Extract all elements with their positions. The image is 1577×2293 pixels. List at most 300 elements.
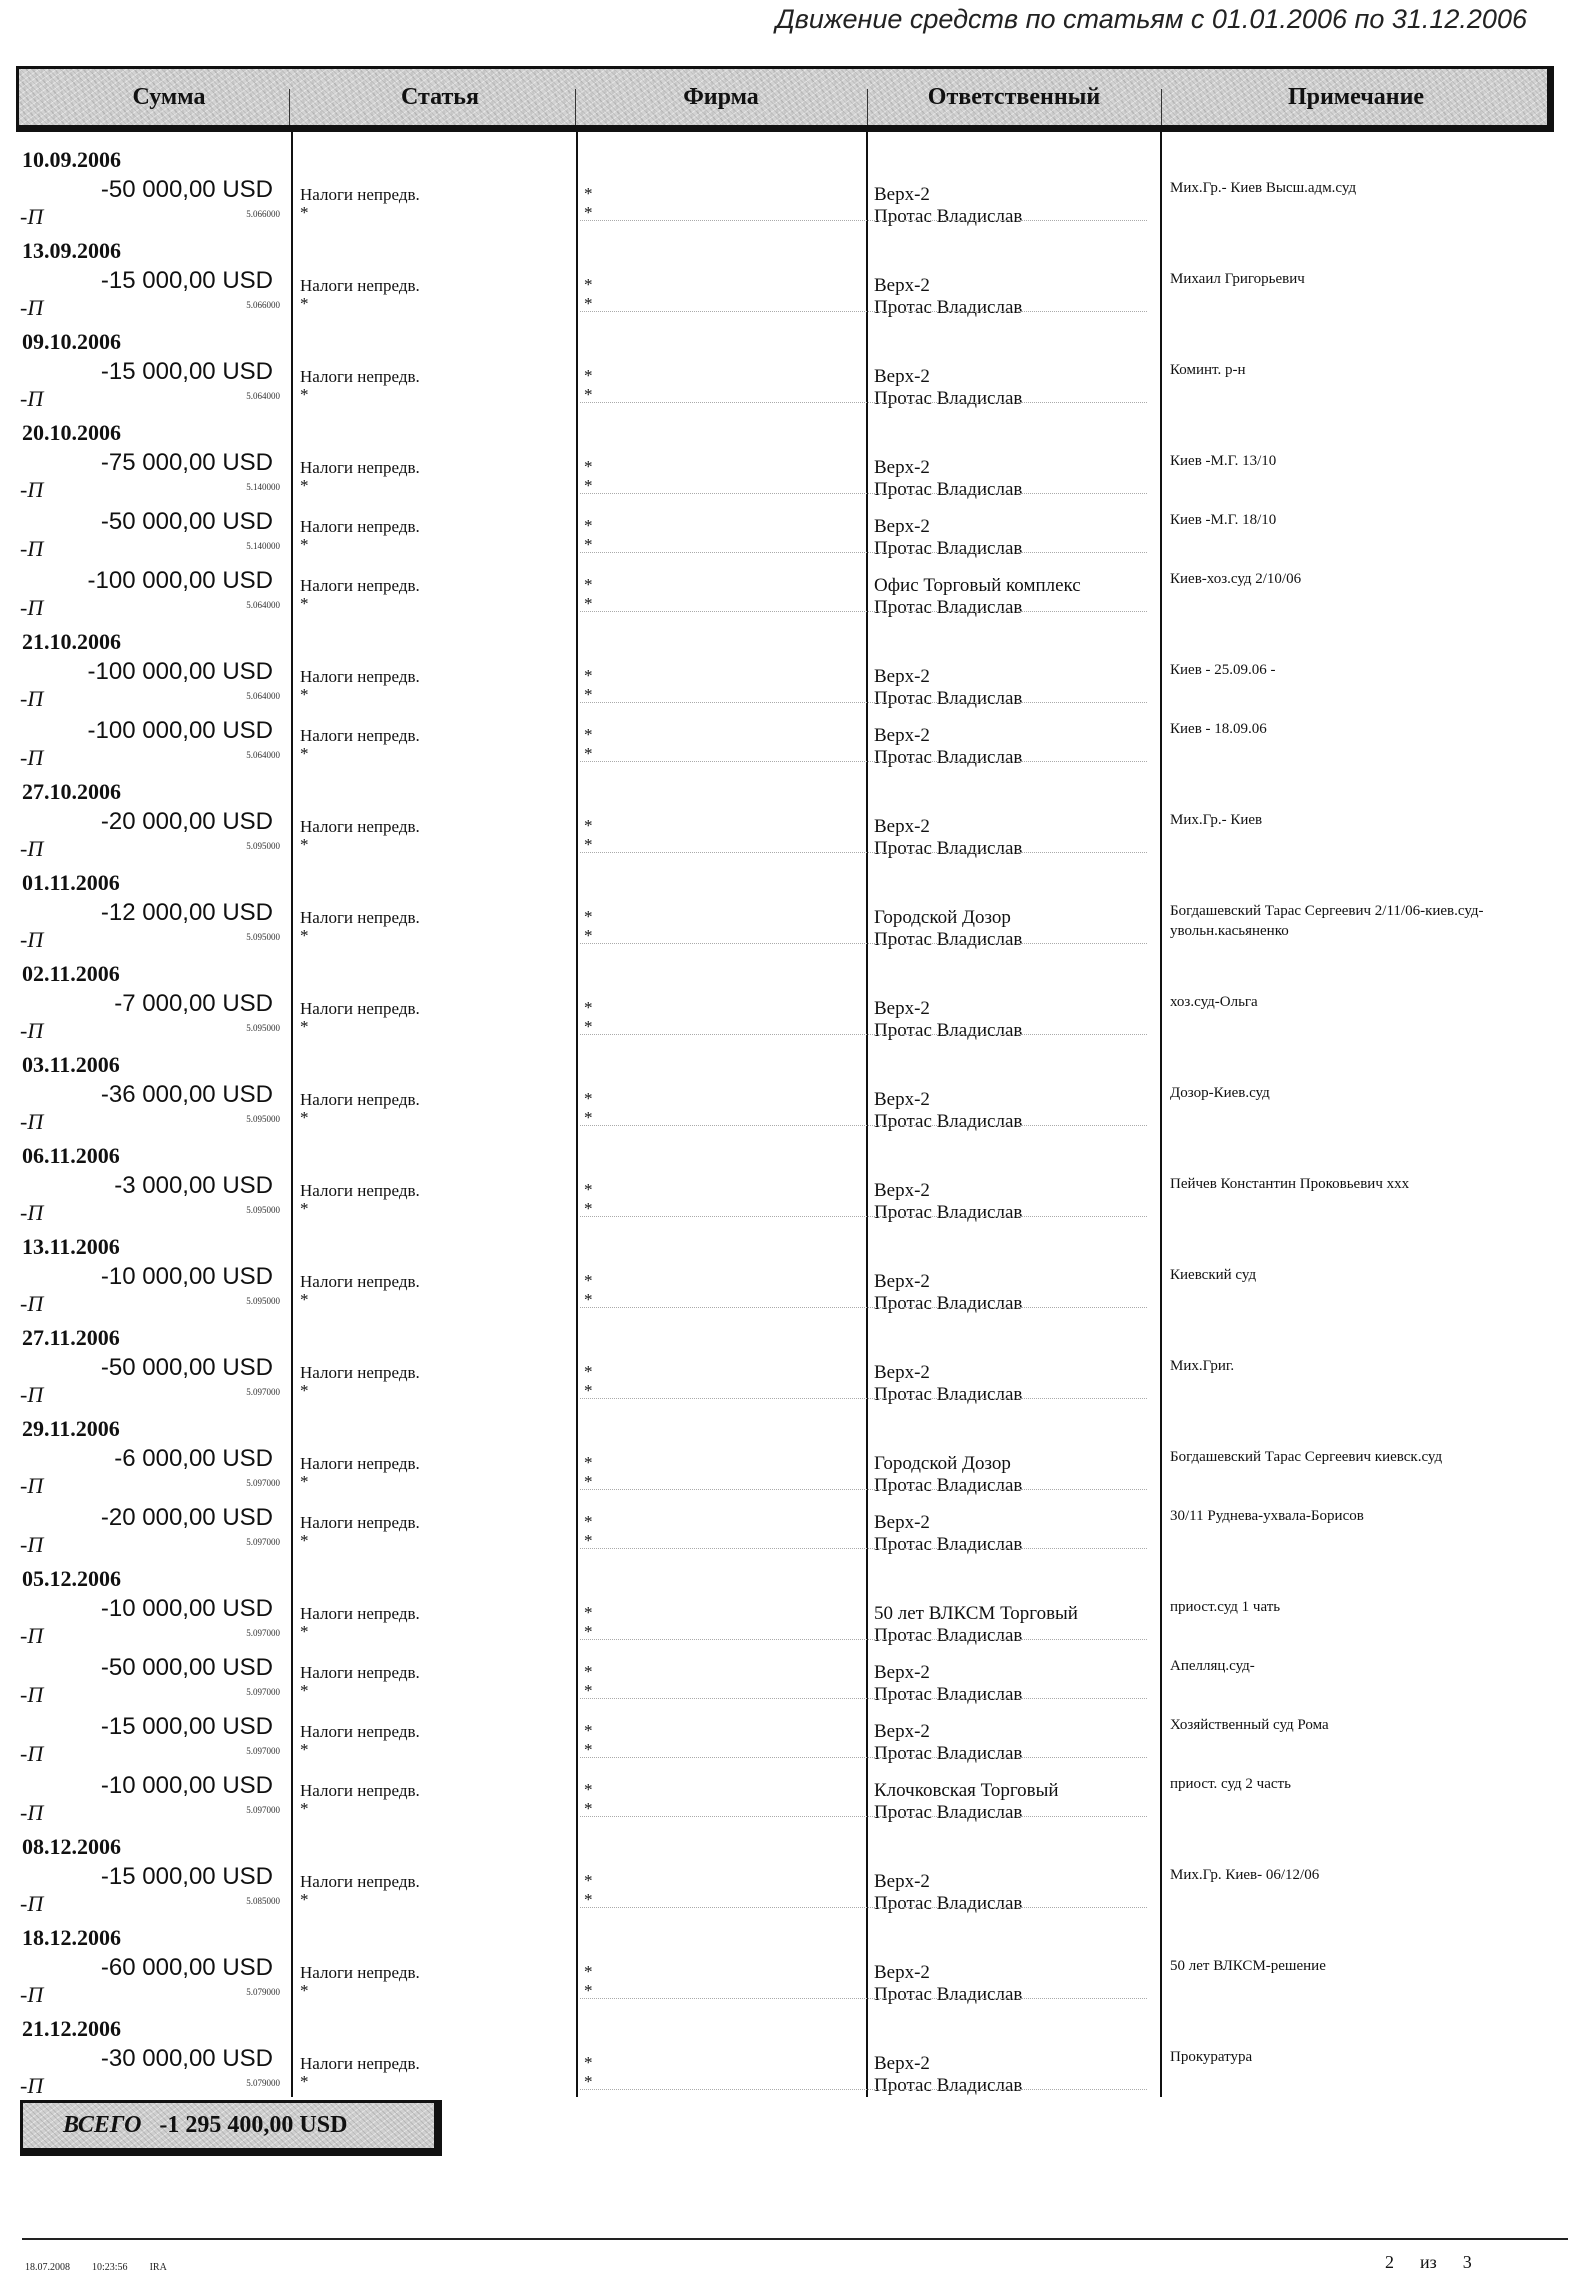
page-total: 3 bbox=[1462, 2252, 1472, 2272]
date-heading: 29.11.2006 bbox=[22, 1416, 120, 1441]
firm-star: * bbox=[584, 294, 593, 313]
responsible-primary: Верх-2 bbox=[874, 1089, 930, 1110]
row-separator bbox=[580, 1034, 1147, 1035]
note-cell: Богдашевский Тарас Сергеевич киевск.суд bbox=[1170, 1449, 1443, 1465]
table-row bbox=[0, 1263, 1577, 1319]
exchange-rate: 5.079000 bbox=[246, 2078, 280, 2088]
responsible-person: Протас Владислав bbox=[874, 838, 1023, 859]
row-separator bbox=[580, 1757, 1147, 1758]
responsible-person: Протас Владислав bbox=[874, 1293, 1023, 1314]
total-label: ВСЕГО bbox=[63, 2112, 142, 2138]
note-cell: приост. суд 2 часть bbox=[1170, 1776, 1291, 1792]
amount-cell: -15 000,00 USD bbox=[100, 267, 273, 294]
article-star: * bbox=[300, 1981, 309, 2000]
date-heading: 01.11.2006 bbox=[22, 870, 120, 895]
firm-star: * bbox=[584, 926, 593, 945]
row-separator bbox=[580, 611, 1147, 612]
table-row bbox=[0, 717, 1577, 773]
exchange-rate: 5.097000 bbox=[246, 1537, 280, 1547]
article-star: * bbox=[300, 926, 309, 945]
table-row bbox=[0, 508, 1577, 564]
amount-cell: -3 000,00 USD bbox=[114, 1172, 273, 1199]
date-heading: 21.10.2006 bbox=[22, 629, 121, 654]
firm-star: * bbox=[584, 516, 593, 535]
note-cell: Киев-хоз.суд 2/10/06 bbox=[1170, 571, 1302, 587]
amount-cell: -10 000,00 USD bbox=[100, 1595, 273, 1622]
exchange-rate: 5.064000 bbox=[246, 600, 280, 610]
operation-marker: -П bbox=[20, 1200, 44, 1225]
firm-star: * bbox=[584, 1981, 593, 2000]
article-star: * bbox=[300, 594, 309, 613]
responsible-primary: Верх-2 bbox=[874, 998, 930, 1019]
firm-star: * bbox=[584, 385, 593, 404]
firm-star: * bbox=[584, 1472, 593, 1491]
note-cell: Апелляц.суд- bbox=[1170, 1658, 1255, 1674]
exchange-rate: 5.095000 bbox=[246, 1205, 280, 1215]
table-row bbox=[0, 808, 1577, 864]
responsible-person: Протас Владислав bbox=[874, 297, 1023, 318]
operation-marker: -П bbox=[20, 1109, 44, 1134]
amount-cell: -15 000,00 USD bbox=[100, 1713, 273, 1740]
firm-star: * bbox=[584, 1890, 593, 1909]
article-cell: Налоги непредв. bbox=[300, 1781, 420, 1800]
amount-cell: -30 000,00 USD bbox=[100, 2045, 273, 2072]
operation-marker: -П bbox=[20, 927, 44, 952]
amount-cell: -10 000,00 USD bbox=[100, 1772, 273, 1799]
firm-star: * bbox=[584, 1681, 593, 1700]
table-row bbox=[0, 1772, 1577, 1828]
exchange-rate: 5.085000 bbox=[246, 1896, 280, 1906]
responsible-person: Протас Владислав bbox=[874, 1684, 1023, 1705]
exchange-rate: 5.064000 bbox=[246, 391, 280, 401]
amount-cell: -20 000,00 USD bbox=[100, 1504, 273, 1531]
operation-marker: -П bbox=[20, 1741, 44, 1766]
table-row bbox=[0, 899, 1577, 955]
responsible-person: Протас Владислав bbox=[874, 747, 1023, 768]
firm-star: * bbox=[584, 1271, 593, 1290]
firm-star: * bbox=[584, 1799, 593, 1818]
responsible-primary: Верх-2 bbox=[874, 1512, 930, 1533]
article-cell: Налоги непредв. bbox=[300, 1513, 420, 1532]
article-cell: Налоги непредв. bbox=[300, 1663, 420, 1682]
exchange-rate: 5.097000 bbox=[246, 1478, 280, 1488]
exchange-rate: 5.140000 bbox=[246, 482, 280, 492]
operation-marker: -П bbox=[20, 536, 44, 561]
exchange-rate: 5.140000 bbox=[246, 541, 280, 551]
responsible-primary: Городской Дозор bbox=[874, 907, 1011, 928]
operation-marker: -П bbox=[20, 1291, 44, 1316]
article-star: * bbox=[300, 1017, 309, 1036]
row-separator bbox=[580, 1307, 1147, 1308]
firm-star: * bbox=[584, 1199, 593, 1218]
column-header-responsible: Ответственный bbox=[927, 84, 1101, 110]
row-separator bbox=[580, 2089, 1147, 2090]
note-cell: Богдашевский Тарас Сергеевич 2/11/06-киев.суд-увольн.касьяненко bbox=[1170, 903, 1484, 939]
table-row bbox=[0, 1954, 1577, 2010]
note-cell: Киев -М.Г. 18/10 bbox=[1170, 512, 1277, 528]
firm-star: * bbox=[584, 184, 593, 203]
firm-star: * bbox=[584, 535, 593, 554]
article-cell: Налоги непредв. bbox=[300, 576, 420, 595]
operation-marker: -П bbox=[20, 595, 44, 620]
responsible-primary: Верх-2 bbox=[874, 275, 930, 296]
date-heading: 10.09.2006 bbox=[22, 147, 121, 172]
exchange-rate: 5.095000 bbox=[246, 1023, 280, 1033]
table-row bbox=[0, 449, 1577, 505]
operation-marker: -П bbox=[20, 1891, 44, 1916]
table-row bbox=[0, 1595, 1577, 1651]
responsible-primary: 50 лет ВЛКСМ Торговый bbox=[874, 1603, 1078, 1624]
responsible-primary: Верх-2 bbox=[874, 1362, 930, 1383]
firm-star: * bbox=[584, 1721, 593, 1740]
article-star: * bbox=[300, 203, 309, 222]
note-cell: Прокуратура bbox=[1170, 2049, 1253, 2065]
exchange-rate: 5.097000 bbox=[246, 1628, 280, 1638]
firm-star: * bbox=[584, 1108, 593, 1127]
firm-star: * bbox=[584, 725, 593, 744]
article-cell: Налоги непредв. bbox=[300, 1181, 420, 1200]
note-cell: 30/11 Руднева-ухвала-Борисов bbox=[1170, 1508, 1364, 1524]
responsible-primary: Верх-2 bbox=[874, 1962, 930, 1983]
firm-star: * bbox=[584, 1512, 593, 1531]
responsible-person: Протас Владислав bbox=[874, 597, 1023, 618]
operation-marker: -П bbox=[20, 1682, 44, 1707]
table-row bbox=[0, 1654, 1577, 1710]
amount-cell: -75 000,00 USD bbox=[100, 449, 273, 476]
total-box bbox=[20, 2100, 442, 2156]
firm-star: * bbox=[584, 1962, 593, 1981]
note-cell: 50 лет ВЛКСМ-решение bbox=[1170, 1958, 1326, 1974]
responsible-person: Протас Владислав bbox=[874, 1202, 1023, 1223]
firm-star: * bbox=[584, 998, 593, 1017]
exchange-rate: 5.097000 bbox=[246, 1746, 280, 1756]
responsible-person: Протас Владислав bbox=[874, 1984, 1023, 2005]
responsible-primary: Верх-2 bbox=[874, 2053, 930, 2074]
table-row bbox=[0, 358, 1577, 414]
row-separator bbox=[580, 1216, 1147, 1217]
note-cell: Киев -М.Г. 13/10 bbox=[1170, 453, 1277, 469]
responsible-primary: Верх-2 bbox=[874, 1180, 930, 1201]
exchange-rate: 5.095000 bbox=[246, 1296, 280, 1306]
date-heading: 06.11.2006 bbox=[22, 1143, 120, 1168]
amount-cell: -50 000,00 USD bbox=[100, 1354, 273, 1381]
responsible-primary: Офис Торговый комплекс bbox=[874, 575, 1081, 596]
table-row bbox=[0, 1713, 1577, 1769]
row-separator bbox=[580, 1639, 1147, 1640]
article-star: * bbox=[300, 1890, 309, 1909]
amount-cell: -15 000,00 USD bbox=[100, 1863, 273, 1890]
responsible-primary: Верх-2 bbox=[874, 516, 930, 537]
amount-cell: -50 000,00 USD bbox=[100, 176, 273, 203]
date-heading: 03.11.2006 bbox=[22, 1052, 120, 1077]
responsible-primary: Клочковская Торговый bbox=[874, 1780, 1059, 1801]
amount-cell: -36 000,00 USD bbox=[100, 1081, 273, 1108]
note-cell: Мих.Гр.- Киев bbox=[1170, 812, 1263, 828]
note-cell: Михаил Григорьевич bbox=[1170, 271, 1305, 287]
date-heading: 21.12.2006 bbox=[22, 2016, 121, 2041]
article-cell: Налоги непредв. bbox=[300, 1454, 420, 1473]
print-user: IRA bbox=[149, 2262, 167, 2273]
responsible-person: Протас Владислав bbox=[874, 1475, 1023, 1496]
operation-marker: -П bbox=[20, 477, 44, 502]
amount-cell: -50 000,00 USD bbox=[100, 508, 273, 535]
footer-divider bbox=[22, 2238, 1568, 2240]
table-row bbox=[0, 1863, 1577, 1919]
responsible-primary: Верх-2 bbox=[874, 725, 930, 746]
table-row bbox=[0, 658, 1577, 714]
date-heading: 09.10.2006 bbox=[22, 329, 121, 354]
date-heading: 18.12.2006 bbox=[22, 1925, 121, 1950]
responsible-person: Протас Владислав bbox=[874, 1625, 1023, 1646]
article-cell: Налоги непредв. bbox=[300, 1272, 420, 1291]
note-cell: Пейчев Константин Проковьевич ххх bbox=[1170, 1176, 1410, 1192]
column-header-article: Статья bbox=[401, 84, 479, 110]
column-header-note: Примечание bbox=[1287, 84, 1425, 110]
responsible-person: Протас Владислав bbox=[874, 688, 1023, 709]
responsible-primary: Верх-2 bbox=[874, 816, 930, 837]
row-separator bbox=[580, 493, 1147, 494]
responsible-person: Протас Владислав bbox=[874, 1384, 1023, 1405]
date-heading: 13.09.2006 bbox=[22, 238, 121, 263]
responsible-primary: Верх-2 bbox=[874, 1662, 930, 1683]
firm-star: * bbox=[584, 1740, 593, 1759]
firm-star: * bbox=[584, 835, 593, 854]
firm-star: * bbox=[584, 816, 593, 835]
responsible-person: Протас Владислав bbox=[874, 1534, 1023, 1555]
table-row bbox=[0, 1172, 1577, 1228]
article-star: * bbox=[300, 1681, 309, 1700]
article-star: * bbox=[300, 1799, 309, 1818]
report-title: Движение средств по статьям с 01.01.2006 по 31.12.2006 bbox=[775, 4, 1527, 34]
firm-star: * bbox=[584, 907, 593, 926]
firm-star: * bbox=[584, 1362, 593, 1381]
article-cell: Налоги непредв. bbox=[300, 817, 420, 836]
date-heading: 02.11.2006 bbox=[22, 961, 120, 986]
row-separator bbox=[580, 402, 1147, 403]
date-heading: 13.11.2006 bbox=[22, 1234, 120, 1259]
table-header bbox=[16, 66, 1554, 132]
firm-star: * bbox=[584, 1290, 593, 1309]
total-value: -1 295 400,00 USD bbox=[159, 2112, 348, 2138]
page-number bbox=[1385, 2252, 1472, 2273]
responsible-primary: Городской Дозор bbox=[874, 1453, 1011, 1474]
operation-marker: -П bbox=[20, 204, 44, 229]
responsible-primary: Верх-2 bbox=[874, 184, 930, 205]
article-star: * bbox=[300, 1531, 309, 1550]
responsible-person: Протас Владислав bbox=[874, 479, 1023, 500]
table-row bbox=[0, 567, 1577, 623]
firm-star: * bbox=[584, 457, 593, 476]
operation-marker: -П bbox=[20, 836, 44, 861]
note-cell: Киев - 18.09.06 bbox=[1170, 721, 1267, 737]
row-separator bbox=[580, 852, 1147, 853]
article-cell: Налоги непредв. bbox=[300, 2054, 420, 2073]
row-separator bbox=[580, 943, 1147, 944]
article-star: * bbox=[300, 835, 309, 854]
amount-cell: -20 000,00 USD bbox=[100, 808, 273, 835]
responsible-person: Протас Владислав bbox=[874, 388, 1023, 409]
table-row bbox=[0, 1354, 1577, 1410]
firm-star: * bbox=[584, 1381, 593, 1400]
exchange-rate: 5.097000 bbox=[246, 1805, 280, 1815]
note-cell: приост.суд 1 чать bbox=[1170, 1599, 1281, 1615]
exchange-rate: 5.066000 bbox=[246, 300, 280, 310]
column-header-firm: Фирма bbox=[683, 84, 759, 110]
operation-marker: -П bbox=[20, 1382, 44, 1407]
article-cell: Налоги непредв. bbox=[300, 185, 420, 204]
firm-star: * bbox=[584, 1603, 593, 1622]
page-of-label: из bbox=[1420, 2252, 1437, 2272]
row-separator bbox=[580, 1698, 1147, 1699]
row-separator bbox=[580, 1398, 1147, 1399]
responsible-person: Протас Владислав bbox=[874, 2075, 1023, 2096]
article-cell: Налоги непредв. bbox=[300, 999, 420, 1018]
article-cell: Налоги непредв. bbox=[300, 458, 420, 477]
table-row bbox=[0, 2045, 1577, 2101]
article-star: * bbox=[300, 535, 309, 554]
article-cell: Налоги непредв. bbox=[300, 667, 420, 686]
article-star: * bbox=[300, 1290, 309, 1309]
firm-star: * bbox=[584, 2072, 593, 2091]
column-header-amount: Сумма bbox=[132, 84, 206, 110]
row-separator bbox=[580, 702, 1147, 703]
firm-star: * bbox=[584, 1453, 593, 1472]
article-cell: Налоги непредв. bbox=[300, 908, 420, 927]
table-row bbox=[0, 267, 1577, 323]
row-separator bbox=[580, 1907, 1147, 1908]
page-current: 2 bbox=[1385, 2252, 1394, 2272]
amount-cell: -60 000,00 USD bbox=[100, 1954, 273, 1981]
article-cell: Налоги непредв. bbox=[300, 1363, 420, 1382]
date-heading: 27.10.2006 bbox=[22, 779, 121, 804]
responsible-primary: Верх-2 bbox=[874, 1721, 930, 1742]
exchange-rate: 5.079000 bbox=[246, 1987, 280, 1997]
row-separator bbox=[580, 220, 1147, 221]
row-separator bbox=[580, 1548, 1147, 1549]
firm-star: * bbox=[584, 1180, 593, 1199]
note-cell: Мих.Гр. Киев- 06/12/06 bbox=[1170, 1867, 1320, 1883]
operation-marker: -П bbox=[20, 2073, 44, 2098]
exchange-rate: 5.097000 bbox=[246, 1387, 280, 1397]
exchange-rate: 5.095000 bbox=[246, 932, 280, 942]
article-cell: Налоги непредв. bbox=[300, 1604, 420, 1623]
article-cell: Налоги непредв. bbox=[300, 367, 420, 386]
amount-cell: -10 000,00 USD bbox=[100, 1263, 273, 1290]
firm-star: * bbox=[584, 666, 593, 685]
responsible-person: Протас Владислав bbox=[874, 206, 1023, 227]
firm-star: * bbox=[584, 366, 593, 385]
article-star: * bbox=[300, 294, 309, 313]
article-star: * bbox=[300, 1199, 309, 1218]
firm-star: * bbox=[584, 575, 593, 594]
responsible-person: Протас Владислав bbox=[874, 1893, 1023, 1914]
responsible-primary: Верх-2 bbox=[874, 457, 930, 478]
article-star: * bbox=[300, 1740, 309, 1759]
note-cell: Хозяйственный суд Рома bbox=[1170, 1717, 1329, 1733]
note-cell: Мих.Григ. bbox=[1170, 1358, 1235, 1374]
exchange-rate: 5.095000 bbox=[246, 1114, 280, 1124]
note-cell: Киев - 25.09.06 - bbox=[1170, 662, 1276, 678]
article-cell: Налоги непредв. bbox=[300, 1090, 420, 1109]
article-cell: Налоги непредв. bbox=[300, 1872, 420, 1891]
article-star: * bbox=[300, 744, 309, 763]
row-separator bbox=[580, 552, 1147, 553]
operation-marker: -П bbox=[20, 745, 44, 770]
operation-marker: -П bbox=[20, 386, 44, 411]
date-heading: 05.12.2006 bbox=[22, 1566, 121, 1591]
amount-cell: -7 000,00 USD bbox=[114, 990, 273, 1017]
responsible-person: Протас Владислав bbox=[874, 929, 1023, 950]
table-row bbox=[0, 1081, 1577, 1137]
amount-cell: -6 000,00 USD bbox=[114, 1445, 273, 1472]
article-star: * bbox=[300, 1108, 309, 1127]
article-cell: Налоги непредв. bbox=[300, 726, 420, 745]
exchange-rate: 5.097000 bbox=[246, 1687, 280, 1697]
article-star: * bbox=[300, 476, 309, 495]
firm-star: * bbox=[584, 744, 593, 763]
amount-cell: -100 000,00 USD bbox=[87, 717, 273, 744]
responsible-person: Протас Владислав bbox=[874, 1020, 1023, 1041]
note-cell: Коминт. р-н bbox=[1170, 362, 1246, 378]
row-separator bbox=[580, 1998, 1147, 1999]
amount-cell: -100 000,00 USD bbox=[87, 567, 273, 594]
article-star: * bbox=[300, 1472, 309, 1491]
note-cell: Мих.Гр.- Киев Высш.адм.суд bbox=[1170, 180, 1357, 196]
responsible-primary: Верх-2 bbox=[874, 1871, 930, 1892]
responsible-primary: Верх-2 bbox=[874, 366, 930, 387]
operation-marker: -П bbox=[20, 295, 44, 320]
date-heading: 20.10.2006 bbox=[22, 420, 121, 445]
article-star: * bbox=[300, 1381, 309, 1400]
firm-star: * bbox=[584, 476, 593, 495]
print-info bbox=[25, 2262, 167, 2273]
exchange-rate: 5.066000 bbox=[246, 209, 280, 219]
date-heading: 08.12.2006 bbox=[22, 1834, 121, 1859]
firm-star: * bbox=[584, 275, 593, 294]
print-date: 18.07.2008 bbox=[25, 2262, 70, 2273]
firm-star: * bbox=[584, 1017, 593, 1036]
amount-cell: -12 000,00 USD bbox=[100, 899, 273, 926]
exchange-rate: 5.095000 bbox=[246, 841, 280, 851]
amount-cell: -50 000,00 USD bbox=[100, 1654, 273, 1681]
operation-marker: -П bbox=[20, 1800, 44, 1825]
article-cell: Налоги непредв. bbox=[300, 517, 420, 536]
row-separator bbox=[580, 1816, 1147, 1817]
article-cell: Налоги непредв. bbox=[300, 1722, 420, 1741]
article-star: * bbox=[300, 1622, 309, 1641]
firm-star: * bbox=[584, 594, 593, 613]
amount-cell: -100 000,00 USD bbox=[87, 658, 273, 685]
firm-star: * bbox=[584, 1662, 593, 1681]
table-row bbox=[0, 176, 1577, 232]
operation-marker: -П bbox=[20, 1623, 44, 1648]
exchange-rate: 5.064000 bbox=[246, 750, 280, 760]
firm-star: * bbox=[584, 1089, 593, 1108]
article-star: * bbox=[300, 2072, 309, 2091]
note-cell: Дозор-Киев.суд bbox=[1170, 1085, 1270, 1101]
row-separator bbox=[580, 1125, 1147, 1126]
firm-star: * bbox=[584, 1871, 593, 1890]
exchange-rate: 5.064000 bbox=[246, 691, 280, 701]
operation-marker: -П bbox=[20, 1018, 44, 1043]
date-heading: 27.11.2006 bbox=[22, 1325, 120, 1350]
firm-star: * bbox=[584, 203, 593, 222]
firm-star: * bbox=[584, 685, 593, 704]
amount-cell: -15 000,00 USD bbox=[100, 358, 273, 385]
firm-star: * bbox=[584, 1531, 593, 1550]
note-cell: хоз.суд-Ольга bbox=[1170, 994, 1258, 1010]
table-row bbox=[0, 990, 1577, 1046]
